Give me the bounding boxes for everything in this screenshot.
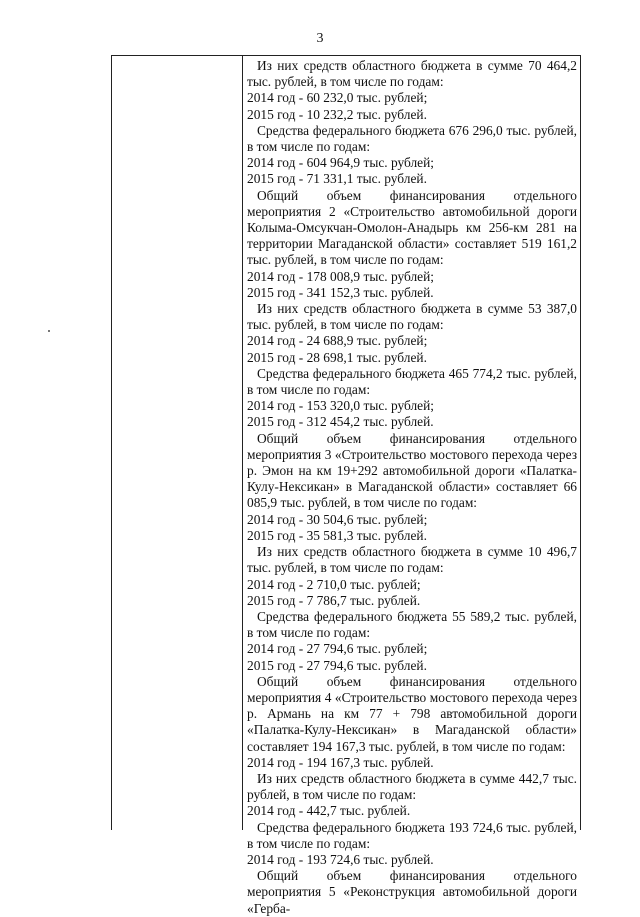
column-divider <box>242 56 243 830</box>
paragraph: Общий объем финансирования отдельного мероприятия 5 «Реконструкция автомобильной дороги «Герба- <box>247 868 577 916</box>
paragraph: 2015 год - 341 152,3 тыс. рублей. <box>247 284 434 300</box>
paragraph: Общий объем финансирования отдельного мероприятия 2 «Строительство автомобильной дороги Колыма-Омсукчан-Омолон-Анадырь км 256-км 281 на территории Магаданской области» составляет 519 161,2 тыс. рублей, в том числе по годам: <box>247 187 577 268</box>
paragraph: 2014 год - 193 724,6 тыс. рублей. <box>247 851 434 867</box>
paragraph: Общий объем финансирования отдельного мероприятия 3 «Строительство мостового перехода через р. Эмон на км 19+292 автомобильной дороги «Палатка-Кулу-Нексикан» в Магаданской области» составляет 66 085,9 тыс. рублей, в том числе по годам: <box>247 430 577 511</box>
table-cell-content <box>247 58 577 917</box>
page-number: 3 <box>316 31 324 46</box>
paragraph: 2014 год - 24 688,9 тыс. рублей; <box>247 333 428 349</box>
paragraph: 2014 год - 60 232,0 тыс. рублей; <box>247 90 428 106</box>
paragraph: 2015 год - 71 331,1 тыс. рублей. <box>247 171 427 187</box>
paragraph: 2014 год - 153 320,0 тыс. рублей; <box>247 398 434 414</box>
paragraph: 2014 год - 604 964,9 тыс. рублей; <box>247 155 434 171</box>
paragraph: 2015 год - 28 698,1 тыс. рублей. <box>247 349 427 365</box>
paragraph: 2014 год - 194 167,3 тыс. рублей. <box>247 754 434 770</box>
paragraph: Средства федерального бюджета 55 589,2 тыс. рублей, в том числе по годам: <box>247 608 577 641</box>
paragraph: 2014 год - 27 794,6 тыс. рублей; <box>247 641 428 657</box>
paragraph: 2015 год - 7 786,7 тыс. рублей. <box>247 592 421 608</box>
paragraph: 2015 год - 35 581,3 тыс. рублей. <box>247 527 427 543</box>
paragraph: Общий объем финансирования отдельного мероприятия 4 «Строительство мостового перехода через р. Армань на км 77 + 798 автомобильной дороги «Палатка-Кулу-Нексикан» в Магаданской области» составляет 194 167,3 тыс. рублей, в том числе по годам: <box>247 673 577 754</box>
paragraph: 2014 год - 178 008,9 тыс. рублей; <box>247 268 434 284</box>
paragraph: 2015 год - 10 232,2 тыс. рублей. <box>247 106 427 122</box>
paragraph: Средства федерального бюджета 465 774,2 тыс. рублей, в том числе по годам: <box>247 365 577 398</box>
margin-mark <box>48 330 50 332</box>
paragraph: 2014 год - 2 710,0 тыс. рублей; <box>247 576 421 592</box>
paragraph: Средства федерального бюджета 676 296,0 тыс. рублей, в том числе по годам: <box>247 122 577 155</box>
paragraph: Из них средств областного бюджета в сумме 53 387,0 тыс. рублей, в том числе по годам: <box>247 301 577 333</box>
paragraph: Средства федерального бюджета 193 724,6 тыс. рублей, в том числе по годам: <box>247 819 577 851</box>
paragraph: Из них средств областного бюджета в сумме 70 464,2 тыс. рублей, в том числе по годам: <box>247 58 577 90</box>
paragraph: 2014 год - 442,7 тыс. рублей. <box>247 803 411 819</box>
paragraph: 2015 год - 312 454,2 тыс. рублей. <box>247 414 434 430</box>
paragraph: 2014 год - 30 504,6 тыс. рублей; <box>247 511 428 527</box>
paragraph: Из них средств областного бюджета в сумме 442,7 тыс. рублей, в том числе по годам: <box>247 770 577 803</box>
paragraph: Из них средств областного бюджета в сумме 10 496,7 тыс. рублей, в том числе по годам: <box>247 544 577 576</box>
paragraph: 2015 год - 27 794,6 тыс. рублей. <box>247 657 427 673</box>
